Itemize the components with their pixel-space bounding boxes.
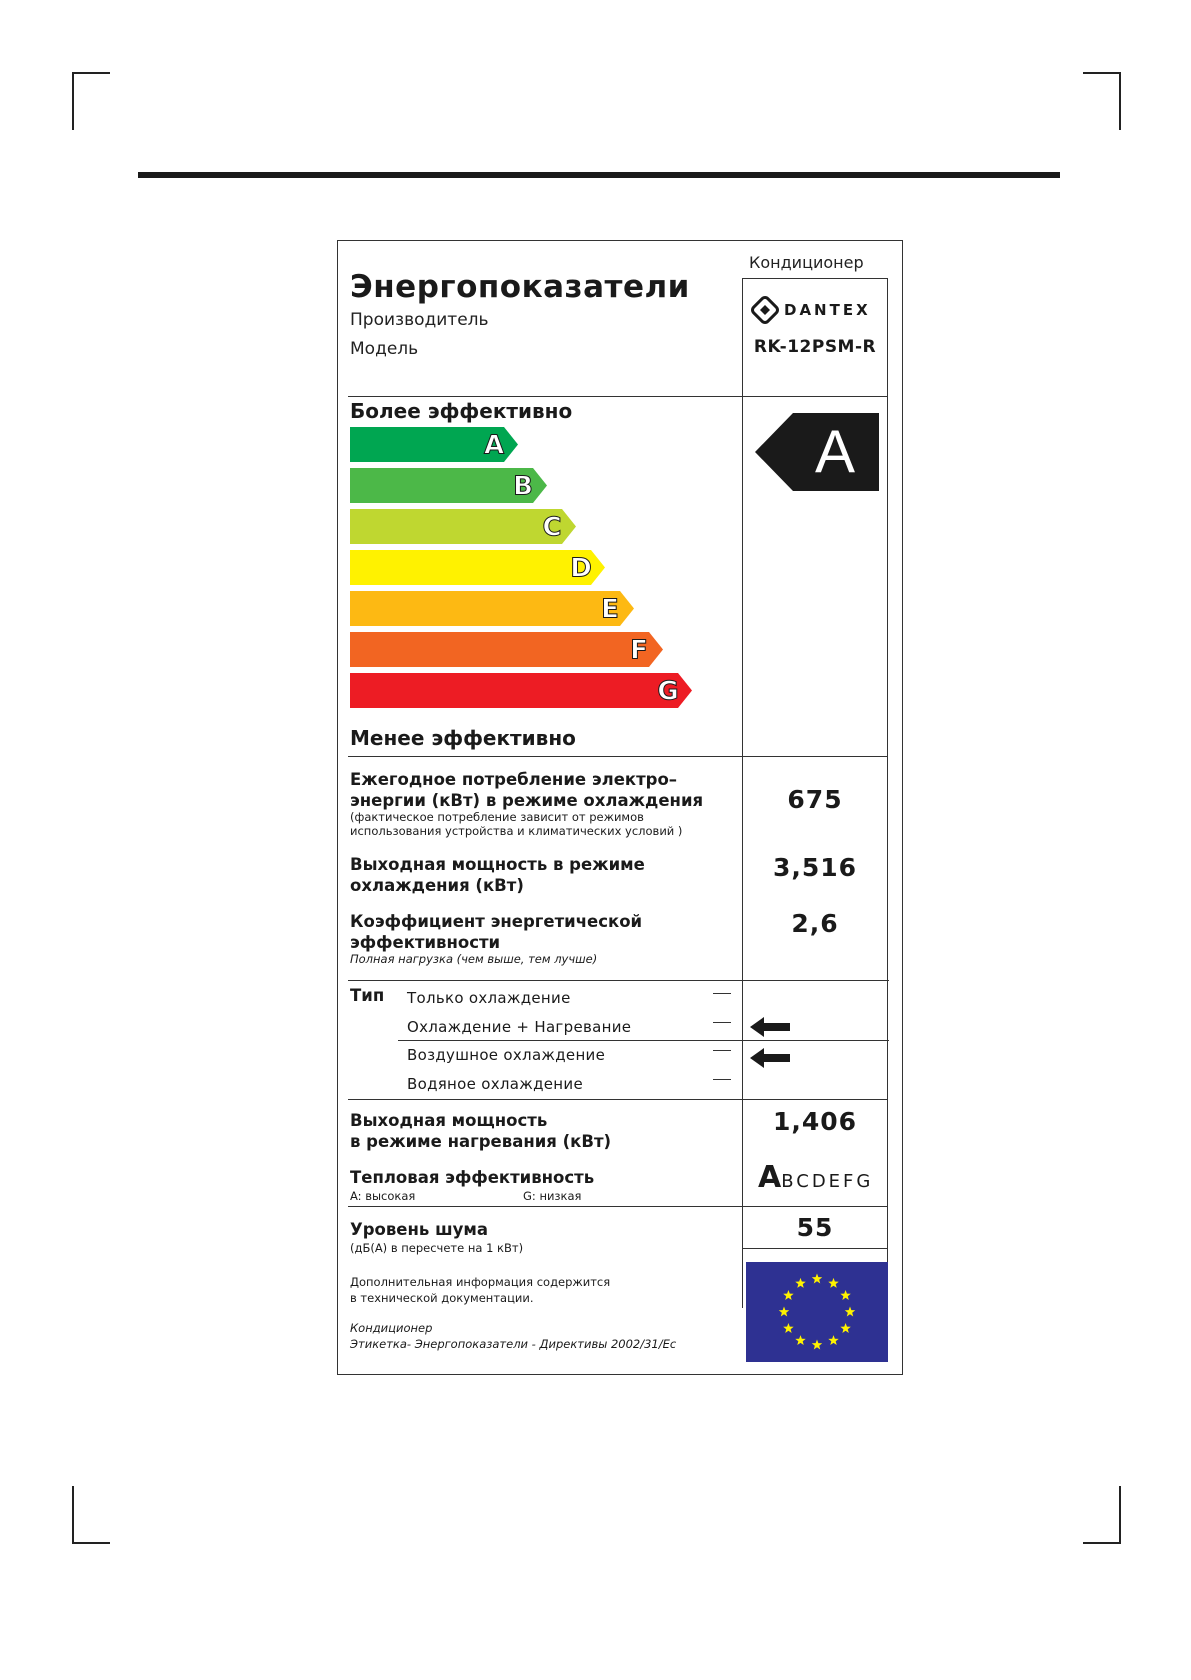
class-bar-b	[350, 468, 547, 502]
footer-directive: Этикетка- Энергопоказатели - Директивы 2002/31/Ес	[350, 1337, 677, 1351]
heating-power-label-line1: Выходная мощность	[350, 1111, 548, 1130]
type-dash-3	[713, 1050, 731, 1051]
appliance-type: Кондиционер	[749, 253, 864, 272]
consumption-note-line2: использования устройства и климатических условий )	[350, 824, 683, 838]
additional-info-line2: в технической документации.	[350, 1291, 534, 1305]
type-label: Тип	[350, 986, 385, 1005]
type-option-water-cooling: Водяное охлаждение	[407, 1075, 583, 1093]
class-bar-shape	[350, 468, 547, 503]
brand-name: DANTEX	[784, 301, 871, 319]
header-divider	[348, 396, 888, 397]
consumption-label-line1: Ежегодное потребление электро–	[350, 770, 678, 789]
heat-efficiency-label: Тепловая эффективность	[350, 1168, 595, 1187]
class-bar-letter: D	[570, 553, 592, 584]
heating-power-label	[350, 1110, 611, 1152]
heat-efficiency-scale	[758, 1160, 873, 1195]
additional-info	[350, 1274, 610, 1306]
footer-appliance: Кондиционер	[350, 1321, 433, 1335]
type-option-cooling-heating: Охлаждение + Нагревание	[407, 1018, 632, 1036]
class-bar-a	[350, 427, 518, 461]
scale-divider	[348, 756, 888, 757]
type-mid-divider	[398, 1040, 889, 1041]
crop-mark-bl-h	[72, 1542, 110, 1544]
consumption-value: 675	[787, 785, 843, 814]
crop-mark-tr-v	[1119, 72, 1121, 130]
class-bar-c	[350, 509, 576, 543]
crop-mark-bl-v	[72, 1486, 74, 1544]
class-bar-shape	[350, 509, 576, 544]
manufacturer-label: Производитель	[350, 310, 489, 330]
class-bar-shape	[350, 427, 518, 462]
crop-mark-br-v	[1119, 1486, 1121, 1544]
current-class-indicator	[755, 413, 879, 491]
type-dash-1	[713, 993, 731, 994]
crop-mark-tl-h	[72, 72, 110, 74]
consumption-note	[350, 810, 682, 838]
eer-label-line1: Коэффициент энергетической	[350, 912, 643, 931]
eer-note: Полная нагрузка (чем выше, тем лучше)	[350, 952, 598, 966]
brand-logo	[751, 296, 886, 326]
consumption-label	[350, 769, 703, 811]
header-rule	[138, 172, 1060, 178]
model-name: RK-12PSM-R	[753, 337, 877, 357]
cooling-power-label	[350, 854, 645, 896]
type-option-air-cooling: Воздушное охлаждение	[407, 1046, 606, 1064]
class-bar-letter: C	[542, 512, 562, 543]
class-bar-shape	[350, 673, 692, 708]
arrow-left-icon	[750, 1017, 790, 1037]
type-divider	[348, 1099, 888, 1100]
more-efficient-label: Более эффективно	[350, 399, 573, 423]
heating-divider	[348, 1206, 888, 1207]
cooling-power-label-line2: охлаждения (кВт)	[350, 876, 524, 895]
class-bar-shape	[350, 632, 663, 667]
class-bar-shape	[350, 550, 605, 585]
crop-mark-tl-v	[72, 72, 74, 130]
class-bar-g	[350, 673, 692, 707]
consumption-note-line1: (фактическое потребление зависит от режимов	[350, 810, 644, 824]
type-dash-2	[713, 1022, 731, 1023]
eer-value: 2,6	[791, 909, 839, 938]
class-bar-letter: F	[630, 635, 648, 666]
heating-power-label-line2: в режиме нагревания (кВт)	[350, 1132, 612, 1151]
eer-label	[350, 911, 642, 953]
heat-efficiency-rest: BCDEFG	[781, 1171, 874, 1192]
class-bar-f	[350, 632, 663, 666]
eer-label-line2: эффективности	[350, 933, 501, 952]
less-efficient-label: Менее эффективно	[350, 726, 576, 750]
crop-mark-br-h	[1083, 1542, 1121, 1544]
model-label: Модель	[350, 339, 419, 359]
class-bar-letter: B	[513, 471, 533, 502]
noise-box-bottom	[742, 1248, 888, 1249]
energy-label	[337, 240, 903, 1375]
current-class-letter: A	[814, 418, 856, 485]
page-title: Энергопоказатели	[350, 269, 690, 305]
data-divider	[348, 980, 889, 981]
heat-efficiency-selected: A	[758, 1160, 782, 1195]
arrow-left-icon	[750, 1048, 790, 1068]
type-option-cooling-only: Только охлаждение	[407, 989, 571, 1007]
class-bar-shape	[350, 591, 634, 626]
noise-value: 55	[796, 1213, 834, 1242]
class-bar-letter: A	[483, 430, 505, 461]
heat-efficiency-low: G: низкая	[523, 1189, 582, 1203]
dantex-logo-icon	[751, 296, 779, 324]
class-bar-d	[350, 550, 605, 584]
consumption-label-line2: энергии (кВт) в режиме охлаждения	[350, 791, 704, 810]
crop-mark-tr-h	[1083, 72, 1121, 74]
noise-label: Уровень шума	[350, 1220, 488, 1239]
model-box-top	[742, 278, 888, 279]
heat-efficiency-high: A: высокая	[350, 1189, 416, 1203]
noise-note: (дБ(А) в пересчете на 1 кВт)	[350, 1241, 524, 1255]
class-bar-e	[350, 591, 634, 625]
cooling-power-value: 3,516	[772, 853, 858, 882]
heating-power-value: 1,406	[772, 1107, 858, 1136]
class-bar-letter: G	[657, 676, 679, 707]
eu-flag	[746, 1262, 888, 1362]
type-dash-4	[713, 1079, 731, 1080]
class-bar-letter: E	[601, 594, 619, 625]
additional-info-line1: Дополнительная информация содержится	[350, 1275, 611, 1289]
cooling-power-label-line1: Выходная мощность в режиме	[350, 855, 645, 874]
